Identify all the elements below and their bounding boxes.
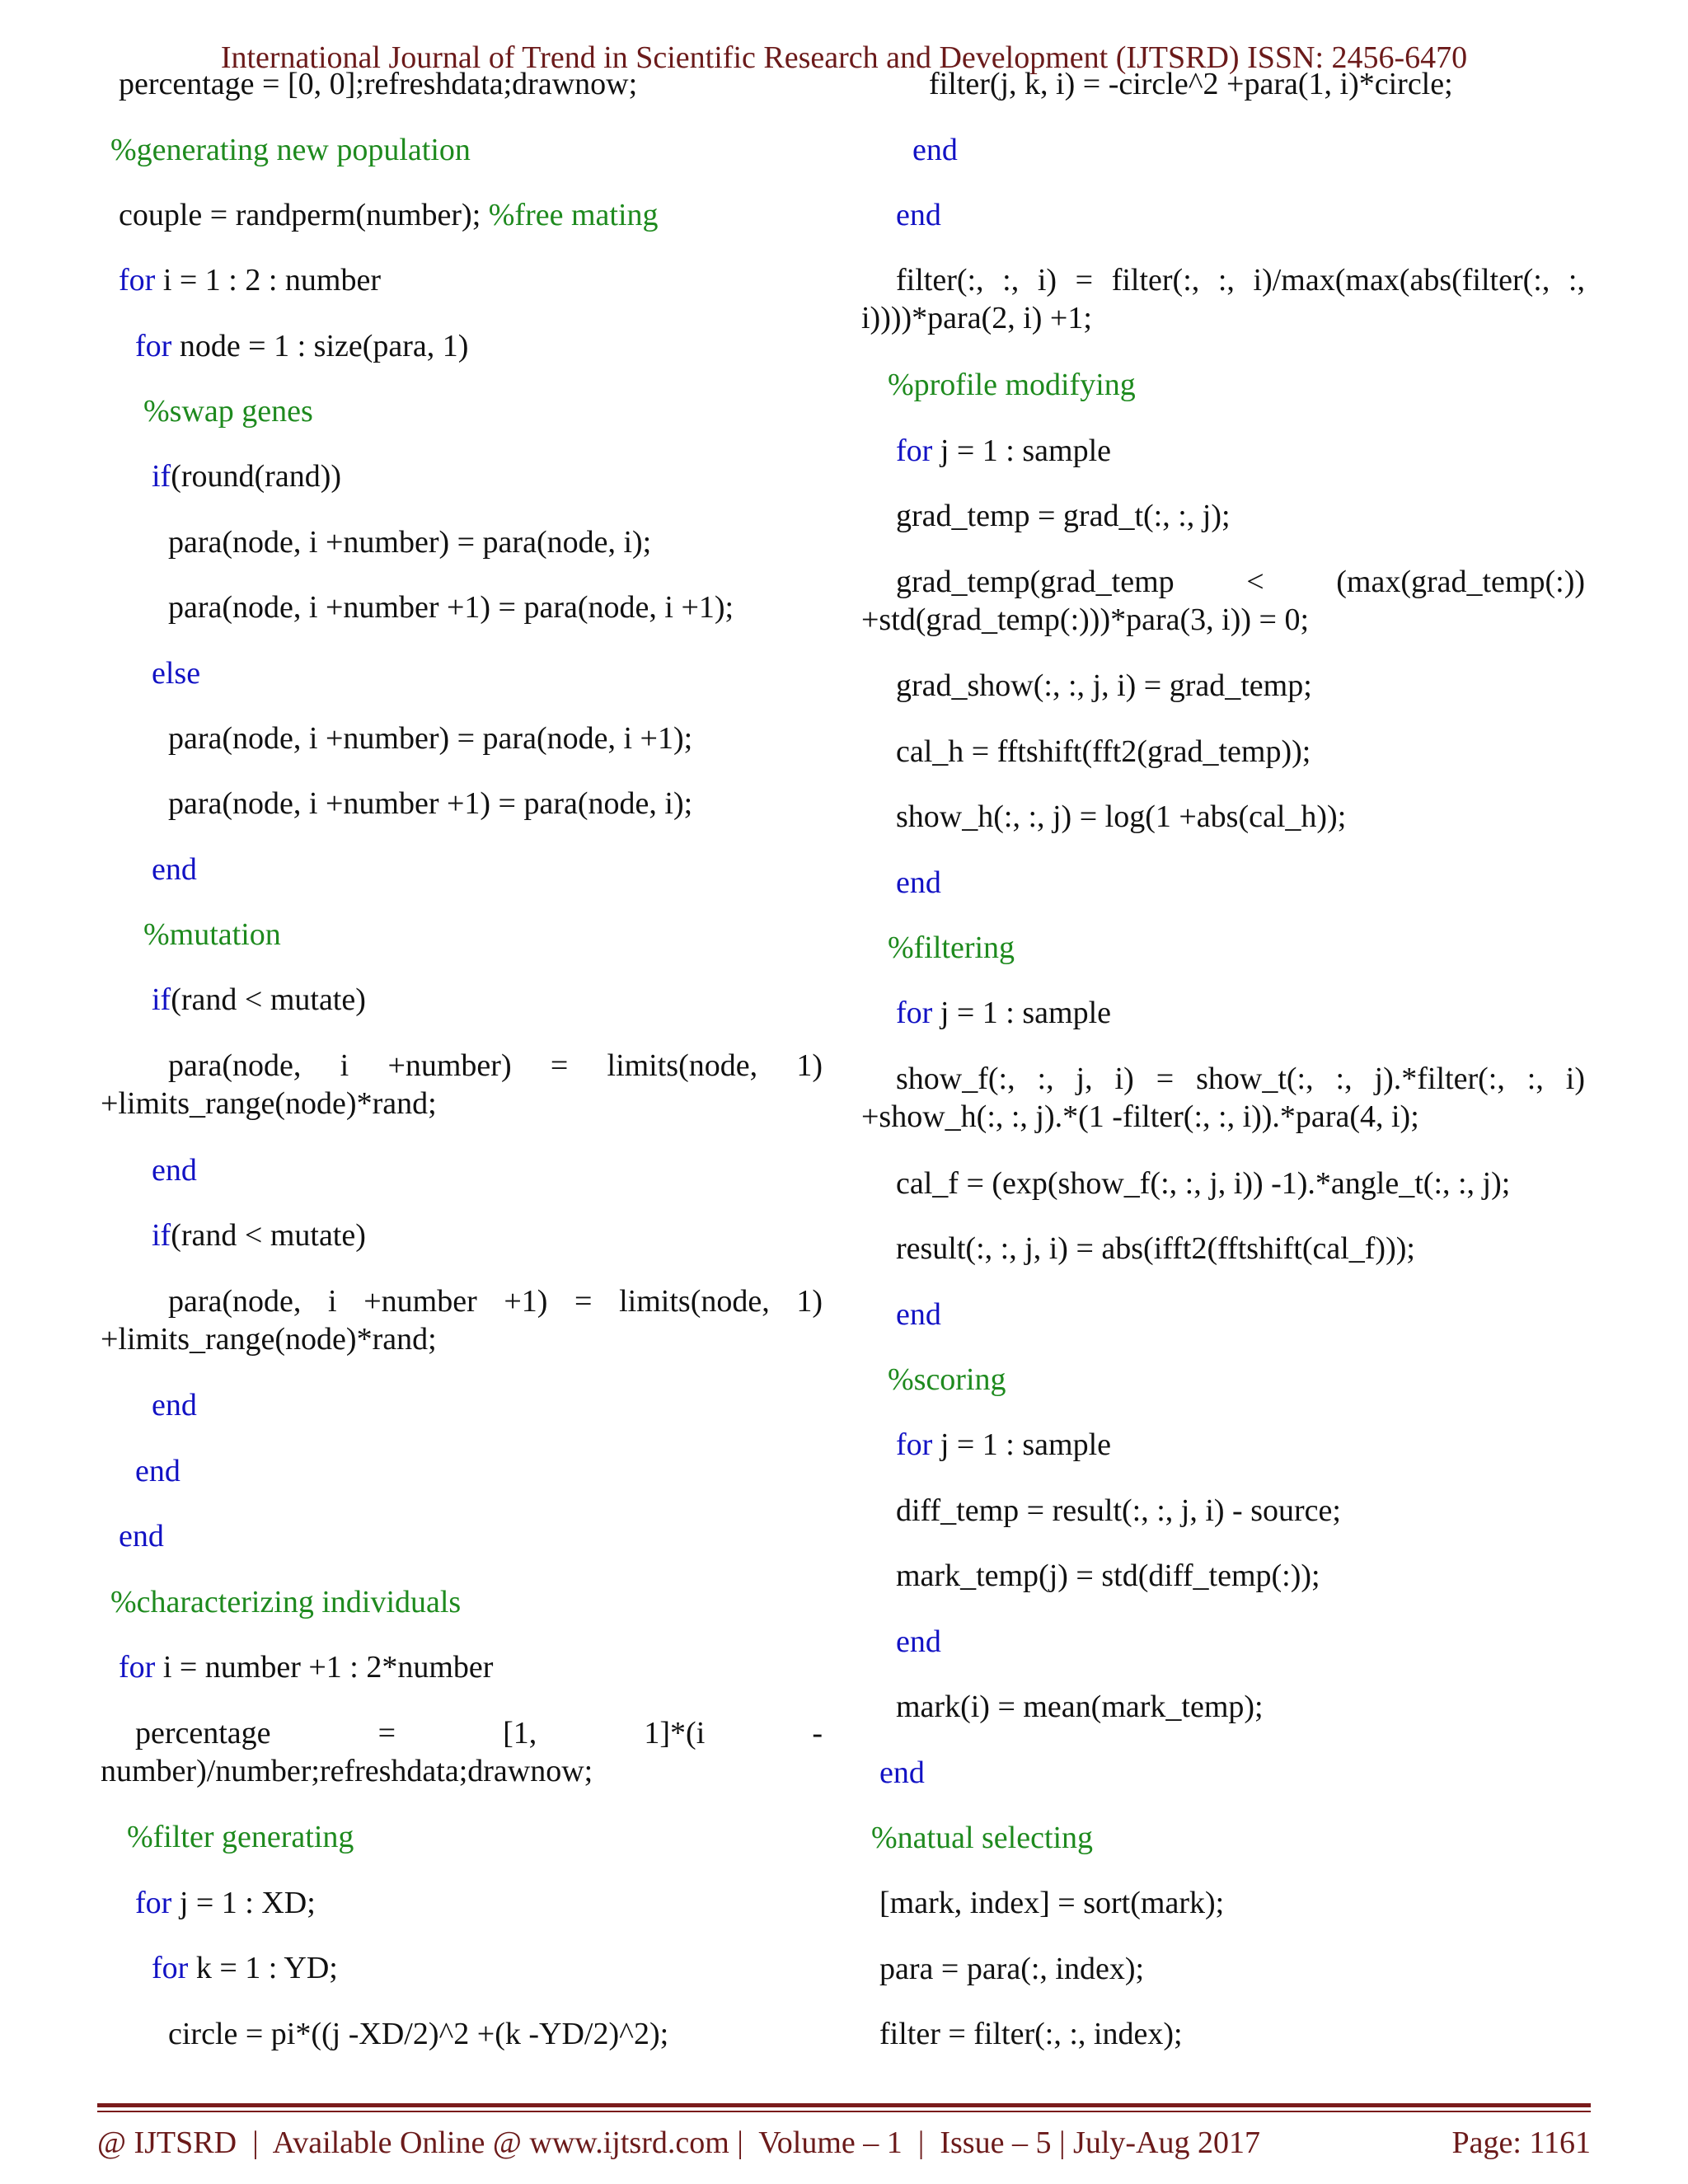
code-text: k = 1 : YD; (188, 1951, 338, 1985)
code-line: grad_temp = grad_t(:, :, j); (896, 499, 1231, 533)
code-keyword: if (152, 459, 171, 494)
code-text: (rand < mutate) (171, 1218, 366, 1253)
code-line-wrapped: para(node, i +number +1) = limits(node, 1) +limits_range(node)*rand; (101, 1284, 823, 1357)
code-line: show_h(:, :, j) = log(1 +abs(cal_h)); (896, 799, 1347, 834)
code-line-wrapped: show_f(:, :, j, i) = show_t(:, :, j).*filter(:, :, i) +show_h(:, :, j).*(1 -filter(:, :, i)).*para(4, i); (861, 1062, 1585, 1134)
code-line: mark_temp(j) = std(diff_temp(:)); (896, 1558, 1320, 1593)
code-line (119, 1648, 493, 1686)
code-line (152, 1949, 338, 1987)
code-text: (round(rand)) (171, 459, 342, 494)
code-keyword: for (152, 1951, 189, 1985)
code-line: para = para(:, index); (879, 1952, 1145, 1986)
code-line (896, 994, 1111, 1032)
code-line (135, 327, 468, 365)
code-line-wrapped: grad_temp(grad_temp < (max(grad_temp(:)) +std(grad_temp(:)))*para(3, i)) = 0; (861, 565, 1585, 637)
code-text: (rand < mutate) (171, 982, 366, 1017)
code-line (119, 261, 381, 299)
code-text: j = 1 : sample (932, 1427, 1111, 1462)
footer-page-number: Page: 1161 (1451, 2125, 1591, 2160)
code-line (896, 1426, 1111, 1464)
code-line: grad_show(:, :, j, i) = grad_temp; (896, 668, 1312, 703)
code-keyword: for (135, 329, 172, 363)
code-text: i = number +1 : 2*number (155, 1650, 494, 1685)
code-keyword: for (896, 996, 933, 1030)
code-line (152, 457, 341, 495)
code-line: result(:, :, j, i) = abs(ifft2(fftshift(cal_f))); (896, 1231, 1415, 1266)
code-line: diff_temp = result(:, :, j, i) - source; (896, 1493, 1341, 1528)
code-line: %swap genes (143, 394, 313, 429)
code-text: j = 1 : sample (932, 996, 1111, 1030)
code-line: end (119, 1519, 164, 1554)
code-line: para(node, i +number) = para(node, i +1); (168, 721, 693, 756)
code-line: end (896, 1297, 941, 1332)
code-line: %profile modifying (888, 368, 1136, 402)
code-line: %natual selecting (871, 1821, 1094, 1855)
code-line (152, 981, 366, 1019)
journal-header: International Journal of Trend in Scientific Research and Development (IJTSRD) ISSN: 2456-6470 (220, 40, 1468, 75)
code-keyword: if (152, 1218, 171, 1253)
code-text: i = 1 : 2 : number (155, 263, 381, 298)
code-line: percentage = [0, 0];refreshdata;drawnow; (119, 67, 638, 101)
code-line: end (896, 865, 941, 900)
code-line (119, 196, 659, 234)
code-line: %characterizing individuals (110, 1585, 462, 1619)
code-line (896, 432, 1111, 470)
code-comment: %free mating (488, 198, 659, 232)
code-line: filter(j, k, i) = -circle^2 +para(1, i)*circle; (929, 67, 1453, 101)
code-keyword: for (896, 1427, 933, 1462)
code-line: end (152, 1388, 197, 1422)
code-line: para(node, i +number) = para(node, i); (168, 525, 652, 560)
page-footer (97, 2125, 1591, 2166)
code-keyword: if (152, 982, 171, 1017)
code-line: %filter generating (127, 1820, 354, 1854)
code-line: end (896, 1624, 941, 1659)
code-line: end (152, 852, 197, 887)
footer-rule-thick (97, 2103, 1591, 2107)
code-line: end (896, 198, 941, 232)
code-line-wrapped: para(node, i +number) = limits(node, 1) +limits_range(node)*rand; (101, 1048, 823, 1121)
footer-rule-thin (97, 2111, 1591, 2112)
code-line: cal_h = fftshift(fft2(grad_temp)); (896, 734, 1311, 769)
code-line: %scoring (888, 1362, 1006, 1397)
code-line: else (152, 656, 201, 691)
code-line: mark(i) = mean(mark_temp); (896, 1690, 1264, 1724)
code-line: end (879, 1755, 925, 1790)
code-line: %filtering (888, 930, 1015, 965)
code-keyword: for (119, 263, 156, 298)
code-text: j = 1 : sample (932, 434, 1111, 468)
code-line: end (135, 1454, 181, 1488)
code-line: [mark, index] = sort(mark); (879, 1886, 1225, 1920)
code-line: filter = filter(:, :, index); (879, 2017, 1183, 2051)
code-text: j = 1 : XD; (171, 1886, 316, 1920)
footer-publication-info: @ IJTSRD | Available Online @ www.ijtsrd.com | Volume – 1 | Issue – 5 | July-Aug 2017 (97, 2125, 1260, 2160)
code-keyword: for (119, 1650, 156, 1685)
code-line: end (912, 133, 958, 167)
code-line: %generating new population (110, 133, 471, 167)
code-text: couple = randperm(number); (119, 198, 489, 232)
code-line: %mutation (143, 917, 281, 952)
code-line: para(node, i +number +1) = para(node, i +1); (168, 590, 734, 625)
code-line (152, 1216, 366, 1254)
code-line-wrapped: filter(:, :, i) = filter(:, :, i)/max(max(abs(filter(:, :, i))))*para(2, i) +1; (861, 263, 1585, 335)
code-keyword: for (896, 434, 933, 468)
code-keyword: for (135, 1886, 172, 1920)
code-line: para(node, i +number +1) = para(node, i); (168, 786, 693, 821)
code-line (135, 1884, 316, 1922)
code-line: circle = pi*((j -XD/2)^2 +(k -YD/2)^2); (168, 2017, 669, 2051)
code-line: end (152, 1153, 197, 1188)
code-text: node = 1 : size(para, 1) (171, 329, 469, 363)
code-line: cal_f = (exp(show_f(:, :, j, i)) -1).*angle_t(:, :, j); (896, 1166, 1511, 1201)
code-line-wrapped: percentage = [1, 1]*(i - number)/number;refreshdata;drawnow; (101, 1716, 823, 1788)
